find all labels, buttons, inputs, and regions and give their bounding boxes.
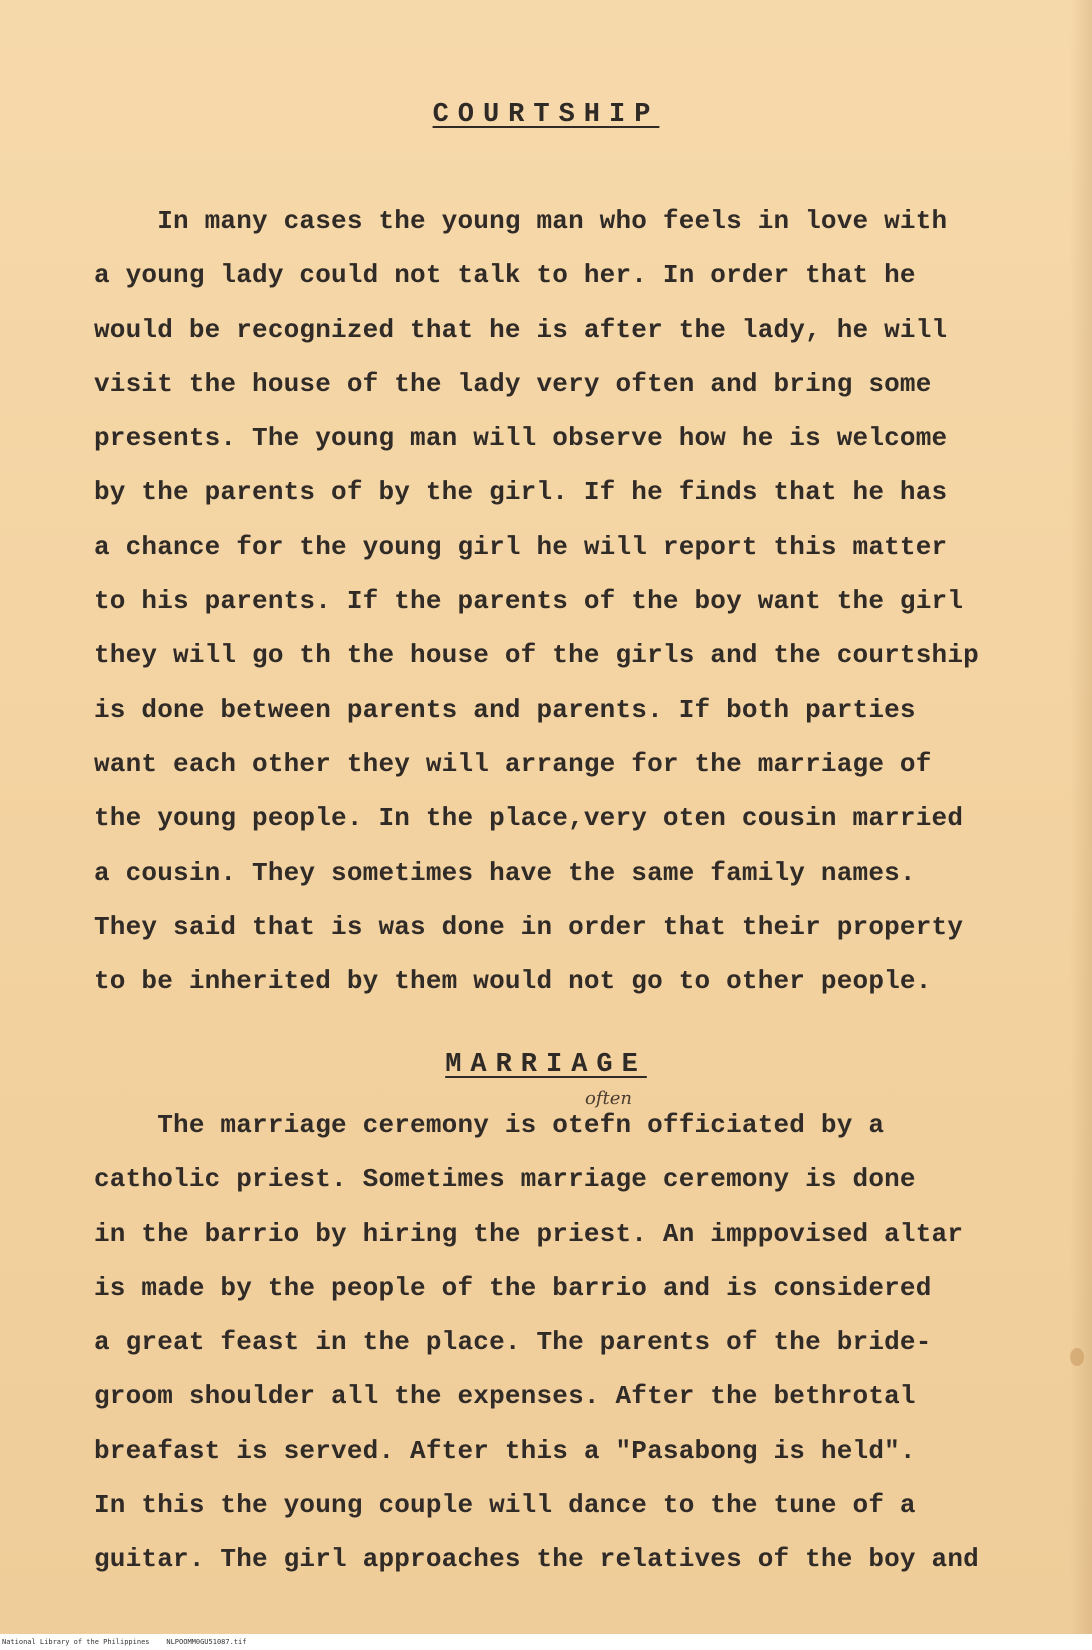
courtship-line: presents. The young man will observe how he is welcome (94, 423, 948, 454)
courtship-line: they will go th the house of the girls and the courtship (94, 640, 979, 671)
marriage-line: a great feast in the place. The parents of the bride- (94, 1327, 932, 1358)
courtship-line: by the parents of by the girl. If he finds that he has (94, 477, 948, 508)
courtship-line: to be inherited by them would not go to other people. (94, 966, 932, 997)
courtship-line: They said that is was done in order that their property (94, 911, 964, 942)
courtship-line: to his parents. If the parents of the boy want the girl (94, 586, 964, 617)
courtship-line: want each other they will arrange for the marriage of (94, 748, 932, 779)
scan-footer (0, 1634, 1092, 1650)
marriage-line: in the barrio by hiring the priest. An imppovised altar (94, 1218, 964, 1249)
marriage-line: In this the young couple will dance to the tune of a (94, 1490, 916, 1521)
marriage-paragraph (94, 1098, 1014, 1587)
footer-source: National Library of the Philippines (2, 1638, 150, 1646)
courtship-line: a young lady could not talk to her. In order that he (94, 260, 916, 291)
marriage-heading: MARRIAGE (445, 1050, 647, 1080)
footer-filename: NLPOOMM0GU51087.tif (166, 1638, 247, 1646)
courtship-line: is done between parents and parents. If both parties (94, 694, 916, 725)
courtship-line: a chance for the young girl he will report this matter (94, 531, 948, 562)
marriage-line: breafast is served. After this a "Pasabong is held". (94, 1435, 916, 1466)
marriage-line: guitar. The girl approaches the relatives of the boy and (94, 1544, 979, 1575)
marriage-line: is made by the people of the barrio and is considered (94, 1272, 932, 1303)
courtship-heading: COURTSHIP (432, 100, 660, 130)
marriage-line: groom shoulder all the expenses. After the bethrotal (94, 1381, 916, 1412)
handwritten-correction: often (585, 1088, 632, 1109)
courtship-line: visit the house of the lady very often and bring some (94, 368, 932, 399)
courtship-line: would be recognized that he is after the lady, he will (94, 314, 948, 345)
marriage-line: catholic priest. Sometimes marriage ceremony is done (94, 1164, 916, 1195)
page-edge-shadow (1070, 0, 1092, 1634)
courtship-paragraph (94, 194, 1014, 1008)
courtship-line: a cousin. They sometimes have the same family names. (94, 857, 916, 888)
paper-stain (1070, 1348, 1084, 1366)
courtship-line: In many cases the young man who feels in love with (94, 206, 948, 236)
courtship-line: the young people. In the place,very oten cousin married (94, 803, 964, 834)
marriage-line: The marriage ceremony is otefn officiated by a (94, 1110, 885, 1140)
